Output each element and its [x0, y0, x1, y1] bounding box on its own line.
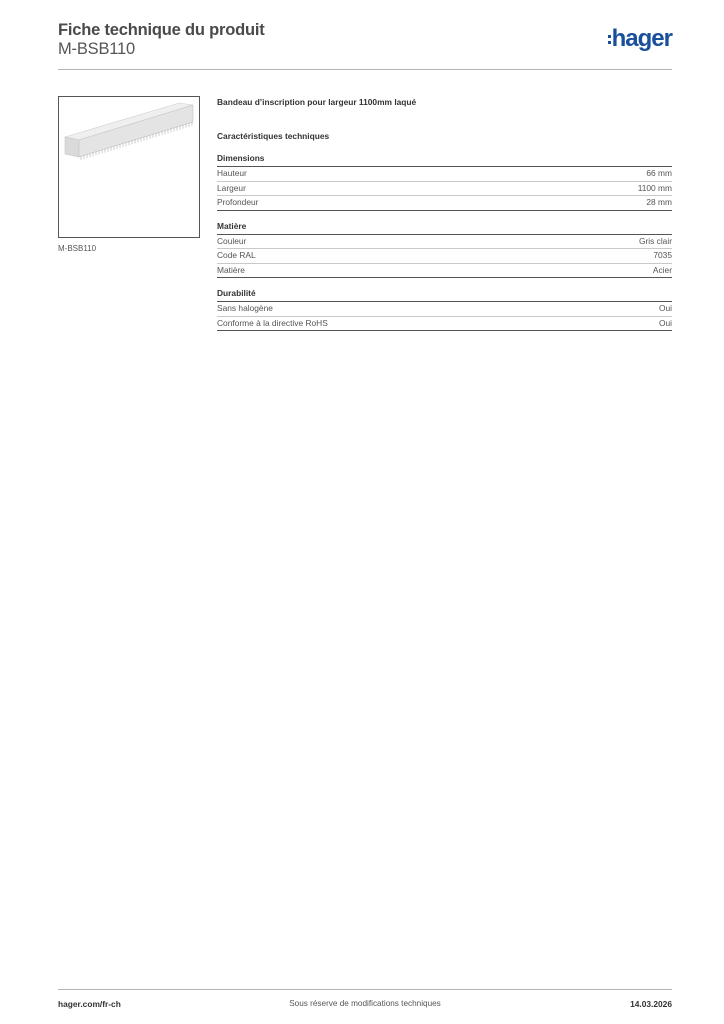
- page-header: [58, 20, 672, 70]
- page-footer: [58, 989, 672, 1020]
- product-details: [217, 97, 672, 331]
- page-title: Fiche technique du produit: [58, 21, 265, 39]
- spec-row: [217, 317, 672, 332]
- spec-row: [217, 196, 672, 211]
- spec-row: [217, 182, 672, 197]
- spec-value: Gris clair: [638, 235, 672, 246]
- spec-row: [217, 167, 672, 182]
- spec-row: [217, 264, 672, 279]
- spec-label: Profondeur: [217, 197, 259, 207]
- spec-value: 1100 mm: [637, 182, 672, 193]
- image-caption: M-BSB110: [58, 244, 97, 253]
- spec-label: Largeur: [217, 182, 246, 193]
- logo-dot-icon: [608, 41, 611, 44]
- section-dimensions: [217, 153, 672, 211]
- spec-value: 7035: [653, 250, 672, 260]
- section-title: Matière: [217, 221, 672, 235]
- spec-value: Acier: [652, 264, 672, 275]
- section-title: Dimensions: [217, 153, 672, 167]
- spec-row: [217, 235, 672, 250]
- spec-value: Oui: [658, 317, 672, 328]
- product-code: M-BSB110: [58, 40, 135, 58]
- spec-row: [217, 249, 672, 264]
- logo-dot-icon: [608, 35, 611, 38]
- section-title: Durabilité: [217, 288, 672, 302]
- spec-label: Sans halogène: [217, 303, 273, 313]
- product-image: [58, 96, 200, 238]
- spec-label: Conforme à la directive RoHS: [217, 317, 328, 328]
- spec-row: [217, 302, 672, 317]
- footer-notice: Sous réserve de modifications techniques: [289, 999, 441, 1008]
- spec-label: Hauteur: [217, 168, 247, 178]
- spec-label: Couleur: [217, 235, 247, 246]
- logo-text: hager: [611, 25, 672, 52]
- hager-logo: [612, 26, 672, 52]
- spec-label: Matière: [217, 264, 245, 275]
- website-link[interactable]: hager.com/fr-ch: [58, 999, 121, 1009]
- spec-value: 66 mm: [646, 168, 672, 178]
- technical-characteristics-title: Caractéristiques techniques: [217, 131, 330, 141]
- section-material: [217, 221, 672, 279]
- product-illustration: [59, 97, 199, 237]
- section-durability: [217, 288, 672, 331]
- spec-label: Code RAL: [217, 250, 256, 260]
- product-description: Bandeau d’inscription pour largeur 1100mm laqué: [217, 97, 417, 107]
- spec-value: Oui: [658, 303, 672, 313]
- spec-value: 28 mm: [646, 197, 672, 207]
- footer-date: 14.03.2026: [630, 999, 672, 1009]
